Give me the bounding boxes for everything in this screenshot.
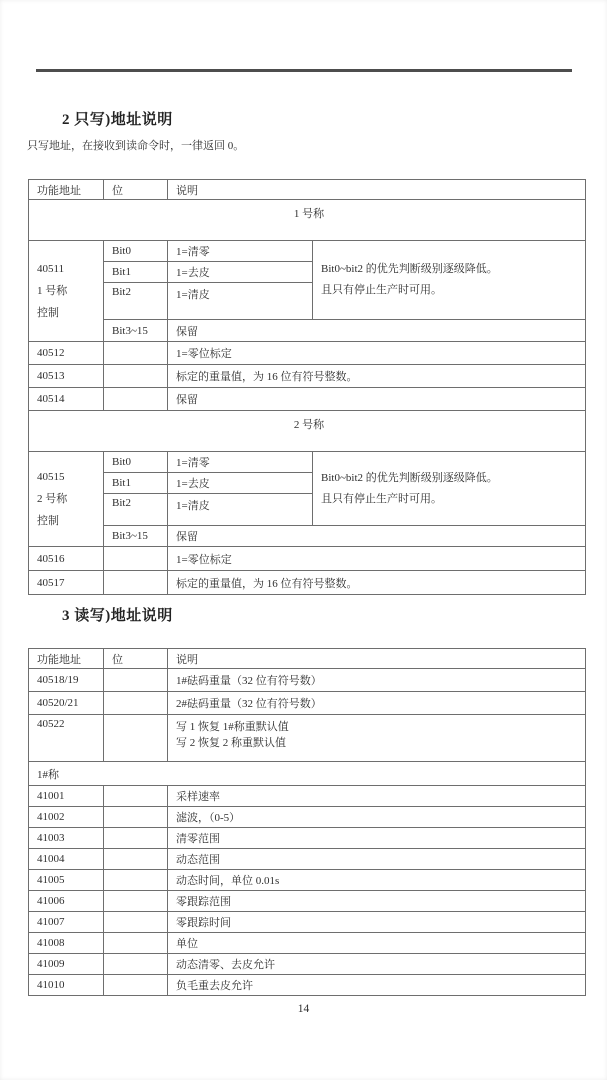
bit-cell-empty bbox=[104, 365, 168, 388]
bit-desc-cell: 1=清零 bbox=[168, 452, 313, 473]
table-row bbox=[29, 692, 586, 715]
bit-cell-empty bbox=[104, 975, 168, 996]
priority-note-cell bbox=[313, 452, 586, 526]
reset-desc-cell bbox=[168, 715, 586, 762]
bit-cell: Bit2 bbox=[104, 283, 168, 320]
table-header-row bbox=[29, 649, 586, 669]
bit-cell-empty bbox=[104, 715, 168, 762]
control-name: 2 号称 bbox=[37, 493, 68, 505]
reset-line-2: 写 2 恢复 2 称重默认值 bbox=[176, 737, 286, 749]
bit-desc-cell: 1=清皮 bbox=[168, 494, 313, 526]
bit-cell: Bit1 bbox=[104, 262, 168, 283]
table-header-row bbox=[29, 180, 586, 200]
reset-line-1: 写 1 恢复 1#称重默认值 bbox=[176, 721, 289, 733]
control-role: 控制 bbox=[37, 307, 59, 319]
desc-cell: 动态清零、去皮允许 bbox=[168, 954, 586, 975]
table-row bbox=[29, 933, 586, 954]
bit-desc-cell: 1=清皮 bbox=[168, 283, 313, 320]
bit-desc-cell: 1=去皮 bbox=[168, 262, 313, 283]
bit-cell-empty bbox=[104, 571, 168, 595]
note-line-1: Bit0~bit2 的优先判断级别逐级降低。 bbox=[321, 471, 498, 484]
desc-cell: 单位 bbox=[168, 933, 586, 954]
section-read-write-heading: 3 读写)地址说明 bbox=[62, 608, 173, 624]
bit-cell-empty bbox=[104, 547, 168, 571]
table-row bbox=[29, 975, 586, 996]
bit-desc-cell: 1=去皮 bbox=[168, 473, 313, 494]
address-cell: 40522 bbox=[29, 715, 104, 762]
control-name: 1 号称 bbox=[37, 285, 68, 297]
control-address: 40511 bbox=[37, 263, 65, 275]
header-bit: 位 bbox=[104, 180, 168, 200]
table-row bbox=[29, 715, 586, 762]
desc-cell: 保留 bbox=[168, 388, 586, 411]
table-row bbox=[29, 891, 586, 912]
table-row bbox=[29, 849, 586, 870]
address-cell: 41006 bbox=[29, 891, 104, 912]
read-write-address-table bbox=[28, 648, 586, 996]
bit-cell-empty bbox=[104, 342, 168, 365]
table-row bbox=[29, 365, 586, 388]
desc-cell: 1#砝码重量（32 位有符号数） bbox=[168, 669, 586, 692]
section-row-scale1-params bbox=[29, 762, 586, 786]
address-cell: 41005 bbox=[29, 870, 104, 891]
page-number: 14 bbox=[297, 1003, 310, 1015]
section-title: 1#称 bbox=[29, 762, 586, 786]
header-rule bbox=[36, 69, 572, 72]
table-row bbox=[29, 452, 586, 473]
table-row bbox=[29, 547, 586, 571]
table-row bbox=[29, 807, 586, 828]
control-cell-40515 bbox=[29, 452, 104, 547]
bit-cell-empty bbox=[104, 933, 168, 954]
address-cell: 40514 bbox=[29, 388, 104, 411]
address-cell: 40517 bbox=[29, 571, 104, 595]
table-row bbox=[29, 342, 586, 365]
bit-cell: Bit1 bbox=[104, 473, 168, 494]
table-row bbox=[29, 870, 586, 891]
bit-cell: Bit2 bbox=[104, 494, 168, 526]
address-cell: 41002 bbox=[29, 807, 104, 828]
bit-cell-empty bbox=[104, 891, 168, 912]
section-row-scale2 bbox=[29, 411, 586, 452]
bit-cell-empty bbox=[104, 849, 168, 870]
bit-cell: Bit0 bbox=[104, 241, 168, 262]
desc-cell: 滤波，（0-5） bbox=[168, 807, 586, 828]
table-row bbox=[29, 669, 586, 692]
reserved-bit-cell: Bit3~15 bbox=[104, 320, 168, 342]
desc-cell: 2#砝码重量（32 位有符号数） bbox=[168, 692, 586, 715]
table-row bbox=[29, 828, 586, 849]
address-cell: 41009 bbox=[29, 954, 104, 975]
reserved-desc-cell: 保留 bbox=[168, 526, 586, 547]
reserved-desc-cell: 保留 bbox=[168, 320, 586, 342]
priority-note-cell bbox=[313, 241, 586, 320]
desc-cell: 零跟踪时间 bbox=[168, 912, 586, 933]
header-desc: 说明 bbox=[168, 649, 586, 669]
address-cell: 40513 bbox=[29, 365, 104, 388]
bit-cell-empty bbox=[104, 912, 168, 933]
address-cell: 40520/21 bbox=[29, 692, 104, 715]
bit-cell-empty bbox=[104, 828, 168, 849]
section-row-scale1 bbox=[29, 200, 586, 241]
desc-cell: 零跟踪范围 bbox=[168, 891, 586, 912]
bit-cell: Bit0 bbox=[104, 452, 168, 473]
header-desc: 说明 bbox=[168, 180, 586, 200]
section-title: 1 号称 bbox=[29, 200, 586, 241]
control-role: 控制 bbox=[37, 515, 59, 527]
table-row bbox=[29, 241, 586, 262]
write-only-intro-text: 只写地址，在接收到读命令时，一律返回 0。 bbox=[27, 140, 245, 152]
table-row bbox=[29, 526, 586, 547]
header-bit: 位 bbox=[104, 649, 168, 669]
address-cell: 41007 bbox=[29, 912, 104, 933]
address-cell: 41003 bbox=[29, 828, 104, 849]
table-row bbox=[29, 954, 586, 975]
control-cell-40511 bbox=[29, 241, 104, 342]
table-row bbox=[29, 571, 586, 595]
desc-cell: 标定的重量值，为 16 位有符号整数。 bbox=[168, 571, 586, 595]
note-line-1: Bit0~bit2 的优先判断级别逐级降低。 bbox=[321, 263, 498, 275]
bit-cell-empty bbox=[104, 870, 168, 891]
desc-cell: 负毛重去皮允许 bbox=[168, 975, 586, 996]
section-write-only-heading: 2 只写)地址说明 bbox=[62, 112, 173, 128]
desc-cell: 1=零位标定 bbox=[168, 547, 586, 571]
address-cell: 41001 bbox=[29, 786, 104, 807]
note-line-2: 且只有停止生产时可用。 bbox=[321, 492, 442, 505]
address-cell: 40518/19 bbox=[29, 669, 104, 692]
section-title: 2 号称 bbox=[29, 411, 586, 452]
address-cell: 41010 bbox=[29, 975, 104, 996]
note-line-2: 且只有停止生产时可用。 bbox=[321, 284, 442, 296]
bit-desc-cell: 1=清零 bbox=[168, 241, 313, 262]
desc-cell: 标定的重量值，为 16 位有符号整数。 bbox=[168, 365, 586, 388]
desc-cell: 1=零位标定 bbox=[168, 342, 586, 365]
address-cell: 41004 bbox=[29, 849, 104, 870]
bit-cell-empty bbox=[104, 692, 168, 715]
table-row bbox=[29, 786, 586, 807]
table-row bbox=[29, 320, 586, 342]
address-cell: 40516 bbox=[29, 547, 104, 571]
desc-cell: 动态范围 bbox=[168, 849, 586, 870]
table-row bbox=[29, 388, 586, 411]
desc-cell: 动态时间，单位 0.01s bbox=[168, 870, 586, 891]
bit-cell-empty bbox=[104, 388, 168, 411]
control-address: 40515 bbox=[37, 471, 65, 483]
header-address: 功能地址 bbox=[29, 180, 104, 200]
desc-cell: 采样速率 bbox=[168, 786, 586, 807]
header-address: 功能地址 bbox=[29, 649, 104, 669]
address-cell: 41008 bbox=[29, 933, 104, 954]
desc-cell: 清零范围 bbox=[168, 828, 586, 849]
bit-cell-empty bbox=[104, 807, 168, 828]
bit-cell-empty bbox=[104, 954, 168, 975]
bit-cell-empty bbox=[104, 786, 168, 807]
table-row bbox=[29, 912, 586, 933]
bit-cell-empty bbox=[104, 669, 168, 692]
write-only-address-table bbox=[28, 179, 586, 595]
reserved-bit-cell: Bit3~15 bbox=[104, 526, 168, 547]
address-cell: 40512 bbox=[29, 342, 104, 365]
